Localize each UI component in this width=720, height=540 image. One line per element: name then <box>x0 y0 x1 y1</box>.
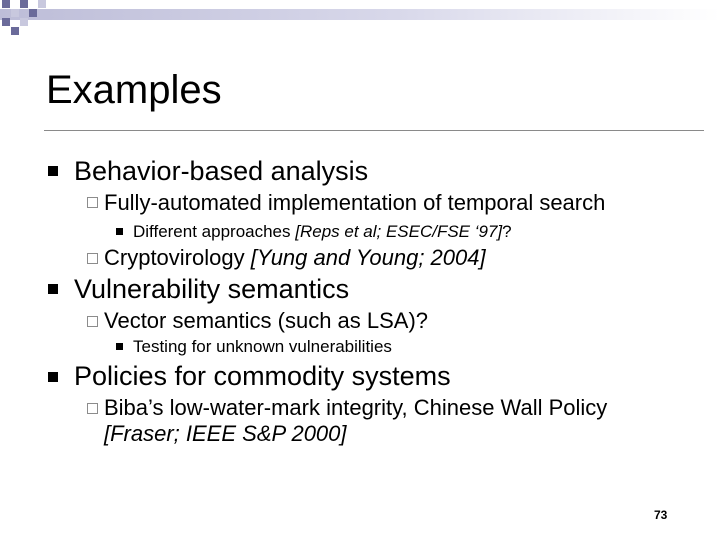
citation: [Fraser; IEEE S&P 2000] <box>104 421 347 446</box>
sub-bullet-vector-semantics: Vector semantics (such as LSA)? <box>104 308 429 333</box>
bullet-behavior-based-analysis: Behavior-based analysis <box>74 156 369 186</box>
square-bullet-icon <box>116 343 123 350</box>
square-bullet-icon <box>48 372 58 382</box>
sub-bullet-cryptovirology: Cryptovirology [Yung and Young; 2004] <box>104 245 486 270</box>
sub-bullet-fully-automated: Fully-automated implementation of temporal search <box>104 190 606 215</box>
title-divider <box>44 130 704 131</box>
header-decoration <box>0 0 720 40</box>
bullet-vulnerability-semantics: Vulnerability semantics <box>74 274 350 304</box>
sub-sub-bullet-testing-unknown: Testing for unknown vulnerabilities <box>133 337 392 356</box>
sub-bullet-biba: Biba’s low-water-mark integrity, Chinese Wall Policy <box>104 395 608 420</box>
slide-title: Examples <box>46 68 222 112</box>
square-bullet-icon <box>116 228 123 235</box>
bullet-policies-commodity: Policies for commodity systems <box>74 361 451 391</box>
hollow-square-bullet-icon <box>87 197 98 208</box>
square-bullet-icon <box>48 166 58 176</box>
hollow-square-bullet-icon <box>87 403 98 414</box>
sub-sub-bullet-different-approaches: Different approaches [Reps et al; ESEC/FSE ‘97]? <box>133 222 512 241</box>
citation: [Yung and Young; 2004] <box>250 245 486 270</box>
hollow-square-bullet-icon <box>87 253 98 264</box>
page-number: 73 <box>654 508 668 522</box>
citation: [Reps et al; ESEC/FSE ‘97] <box>295 222 503 241</box>
hollow-square-bullet-icon <box>87 316 98 327</box>
square-bullet-icon <box>48 284 58 294</box>
